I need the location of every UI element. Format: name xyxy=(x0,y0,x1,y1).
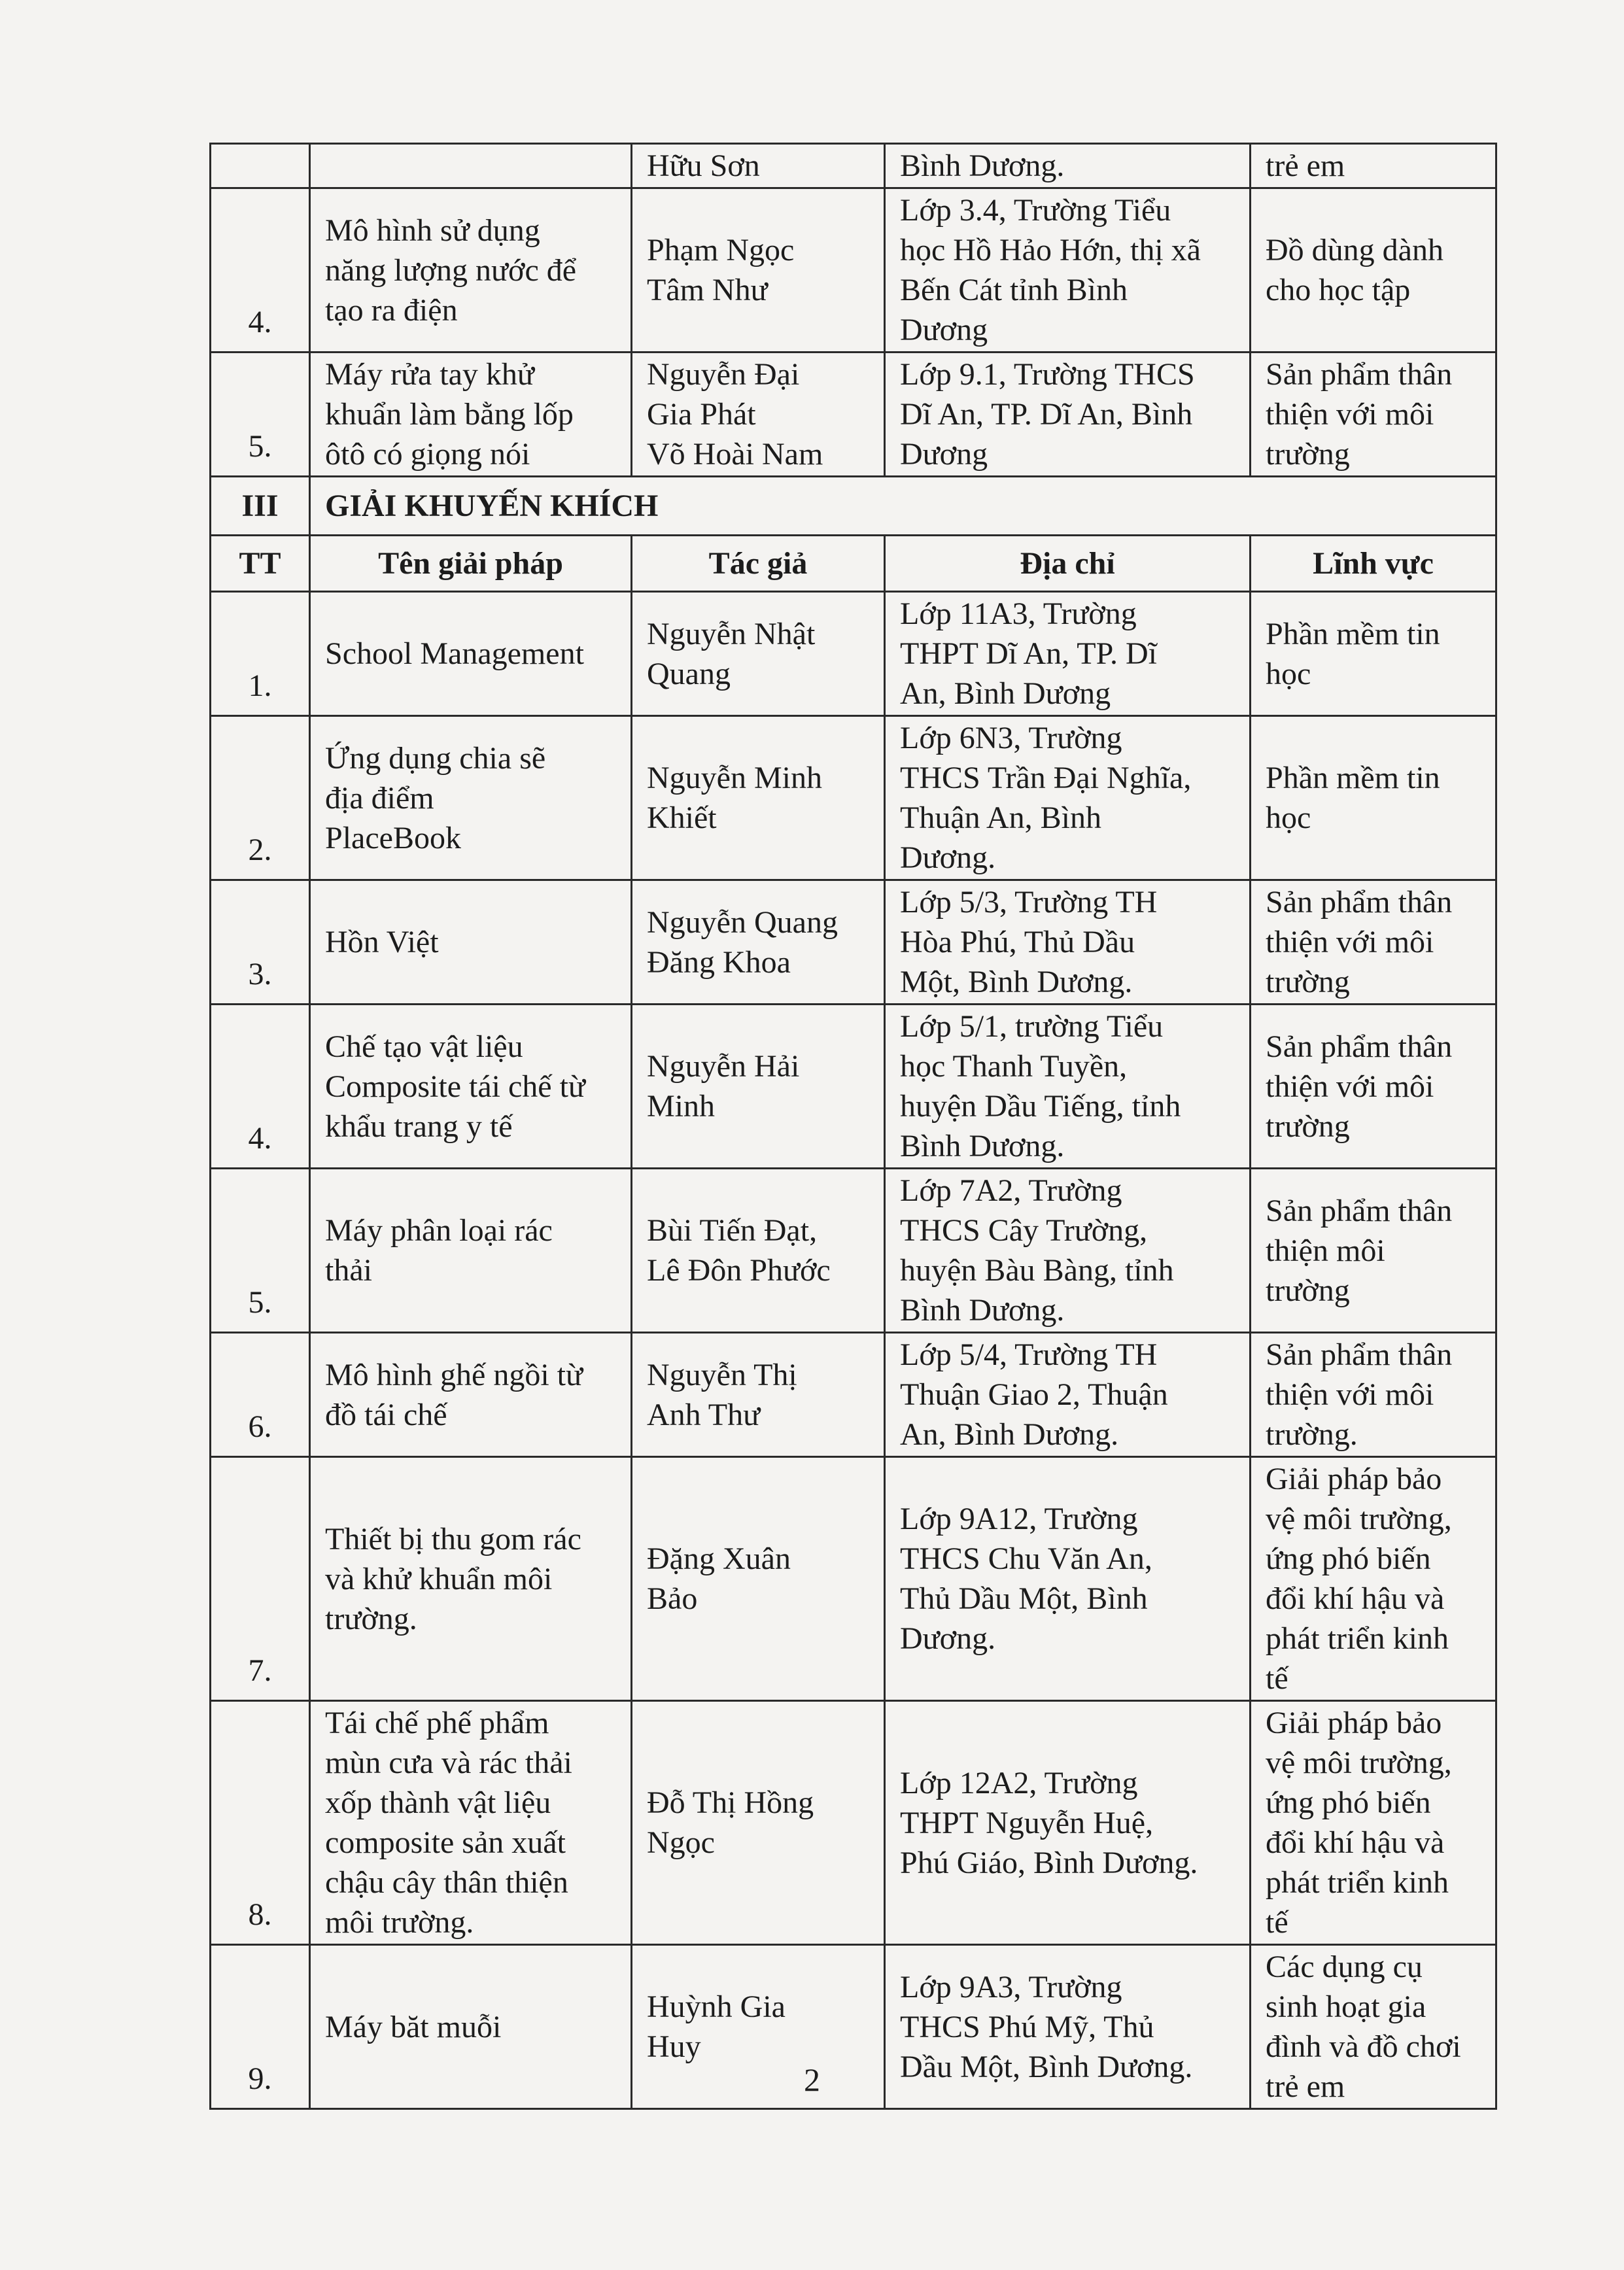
cell-line: An, Bình Dương. xyxy=(900,1417,1119,1452)
cell-line: Lớp 9A3, Trường xyxy=(900,1969,1122,2004)
section-title: GIẢI KHUYẾN KHÍCH xyxy=(310,477,1496,536)
cell-line: composite sản xuất xyxy=(325,1825,566,1860)
cell-line: Võ Hoài Nam xyxy=(647,437,823,472)
cell-line: Thuận An, Bình xyxy=(900,800,1101,835)
cell-line: Bến Cát tỉnh Bình xyxy=(900,273,1128,307)
cell-name xyxy=(310,716,632,880)
cell-line: Phần mềm tin xyxy=(1266,761,1440,795)
cell-line: Phạm Ngọc xyxy=(647,233,795,267)
cell-line: vệ môi trường, xyxy=(1266,1745,1452,1780)
cell-line: Lớp 5/4, Trường TH xyxy=(900,1337,1158,1372)
cell-line: khuẩn làm bằng lốp xyxy=(325,397,574,432)
cell-line: An, Bình Dương xyxy=(900,676,1111,711)
cell-line: Huy xyxy=(647,2029,701,2064)
cell-line: và khử khuẩn môi xyxy=(325,1561,553,1596)
table-row xyxy=(211,1005,1496,1169)
page-number: 2 xyxy=(804,2061,820,2098)
cell-line: Lớp 9A12, Trường xyxy=(900,1502,1138,1536)
cell-line: Khiết xyxy=(647,800,717,835)
cell-address xyxy=(885,716,1251,880)
continued-rows xyxy=(211,144,1496,477)
cell-author xyxy=(632,1169,885,1333)
cell-line: đồ tái chế xyxy=(325,1397,447,1432)
cell-name xyxy=(310,1169,632,1333)
cell-address xyxy=(885,1005,1251,1169)
cell-line: Lớp 5/3, Trường TH xyxy=(900,885,1158,920)
cell-line: THCS Chu Văn An, xyxy=(900,1541,1152,1576)
table-row xyxy=(211,592,1496,716)
cell-line: Sản phẩm thân xyxy=(1266,1029,1453,1064)
cell-line: năng lượng nước để xyxy=(325,252,577,288)
cell-field xyxy=(1251,1333,1496,1457)
cell-line: Lớp 5/1, trường Tiểu xyxy=(900,1009,1164,1044)
cell-line: địa điểm xyxy=(325,780,434,816)
cell-tt: 4. xyxy=(211,1005,310,1169)
cell-author xyxy=(632,1005,885,1169)
cell-address xyxy=(885,1169,1251,1333)
cell-line: phát triển kinh xyxy=(1266,1865,1449,1900)
header-name: Tên giải pháp xyxy=(310,536,632,592)
cell-line: Sản phẩm thân xyxy=(1266,1337,1453,1372)
cell-line: Đặng Xuân xyxy=(647,1541,791,1576)
cell-author xyxy=(632,592,885,716)
cell-name xyxy=(310,353,632,477)
header-field: Lĩnh vực xyxy=(1251,536,1496,592)
cell-tt: 9. xyxy=(211,1945,310,2109)
cell-field xyxy=(1251,716,1496,880)
cell-line: Lớp 12A2, Trường xyxy=(900,1765,1138,1800)
cell-line: Dầu Một, Bình Dương. xyxy=(900,2049,1193,2084)
cell-line: học xyxy=(1266,800,1311,835)
table-row xyxy=(211,716,1496,880)
cell-field xyxy=(1251,1457,1496,1701)
cell-line: Mô hình ghế ngồi từ xyxy=(325,1357,583,1392)
cell-name xyxy=(310,1457,632,1701)
cell-address xyxy=(885,144,1251,188)
cell-tt: 8. xyxy=(211,1701,310,1945)
cell-line: Bình Dương. xyxy=(900,1293,1065,1328)
cell-name xyxy=(310,592,632,716)
cell-line: học xyxy=(1266,656,1311,691)
cell-line: ứng phó biến xyxy=(1266,1785,1431,1820)
cell-line: vệ môi trường, xyxy=(1266,1502,1452,1536)
cell-line: trường xyxy=(1266,1273,1350,1308)
cell-line: chậu cây thân thiện xyxy=(325,1865,568,1900)
cell-line: trẻ em xyxy=(1266,148,1345,183)
cell-line: Mô hình sử dụng xyxy=(325,213,540,248)
header-address: Địa chỉ xyxy=(885,536,1251,592)
cell-line: Thiết bị thu gom rác xyxy=(325,1521,581,1556)
cell-line: Nguyễn Nhật xyxy=(647,616,816,651)
cell-name xyxy=(310,1701,632,1945)
cell-line: Huỳnh Gia xyxy=(647,1989,786,2024)
cell-field xyxy=(1251,188,1496,353)
cell-line: Nguyễn Quang xyxy=(647,904,838,940)
cell-tt: 4. xyxy=(211,188,310,353)
cell-line: THCS Cây Trường, xyxy=(900,1213,1148,1248)
cell-line: School Management xyxy=(325,636,584,671)
cell-line: PlaceBook xyxy=(325,820,461,855)
cell-author xyxy=(632,144,885,188)
cell-line: Lớp 11A3, Trường xyxy=(900,596,1137,631)
cell-line: Ứng dụng chia sẽ xyxy=(325,740,546,776)
cell-line: học Hồ Hảo Hớn, thị xã xyxy=(900,233,1201,267)
cell-line: Gia Phát xyxy=(647,397,756,432)
table-row xyxy=(211,1701,1496,1945)
cell-line: Sản phẩm thân xyxy=(1266,1193,1453,1228)
cell-line: Anh Thư xyxy=(647,1397,761,1432)
cell-name xyxy=(310,1333,632,1457)
cell-address xyxy=(885,1457,1251,1701)
cell-field xyxy=(1251,144,1496,188)
cell-line: Dĩ An, TP. Dĩ An, Bình xyxy=(900,397,1193,432)
cell-line: Minh xyxy=(647,1089,716,1124)
cell-line: Dương. xyxy=(900,840,996,875)
cell-name xyxy=(310,188,632,353)
cell-line: Dương xyxy=(900,313,988,347)
cell-address xyxy=(885,1701,1251,1945)
cell-line: đình và đồ chơi xyxy=(1266,2029,1461,2064)
cell-tt: 2. xyxy=(211,716,310,880)
cell-line: Một, Bình Dương. xyxy=(900,965,1133,999)
cell-line: Nguyễn Đại xyxy=(647,357,800,392)
table-header-row xyxy=(211,536,1496,592)
cell-line: thiện với môi xyxy=(1266,925,1434,959)
cell-field xyxy=(1251,353,1496,477)
cell-field xyxy=(1251,1169,1496,1333)
cell-line: trẻ em xyxy=(1266,2069,1345,2104)
cell-line: sinh hoạt gia xyxy=(1266,1989,1426,2024)
cell-name xyxy=(310,1005,632,1169)
cell-author xyxy=(632,353,885,477)
cell-line: Các dụng cụ xyxy=(1266,1950,1423,1984)
cell-line: Dương xyxy=(900,437,988,472)
cell-line: Chế tạo vật liệu xyxy=(325,1029,523,1064)
cell-line: Đăng Khoa xyxy=(647,944,791,980)
cell-line: thiện với môi xyxy=(1266,1377,1434,1412)
cell-line: phát triển kinh xyxy=(1266,1621,1449,1656)
cell-line: Sản phẩm thân xyxy=(1266,885,1453,920)
cell-line: trường. xyxy=(325,1601,417,1636)
cell-tt: 5. xyxy=(211,353,310,477)
cell-line: thiện môi xyxy=(1266,1233,1385,1268)
cell-author xyxy=(632,1333,885,1457)
table-row xyxy=(211,1457,1496,1701)
cell-address xyxy=(885,880,1251,1005)
cell-line: huyện Bàu Bàng, tỉnh xyxy=(900,1253,1174,1288)
cell-line: Sản phẩm thân xyxy=(1266,357,1453,392)
cell-line: Thuận Giao 2, Thuận xyxy=(900,1377,1168,1412)
cell-name xyxy=(310,880,632,1005)
cell-line: Hồn Việt xyxy=(325,925,439,959)
cell-line: Giải pháp bảo xyxy=(1266,1462,1442,1496)
cell-author xyxy=(632,1457,885,1701)
cell-line: học Thanh Tuyền, xyxy=(900,1049,1128,1084)
cell-line: Tâm Như xyxy=(647,273,768,307)
cell-line: trường xyxy=(1266,965,1350,999)
cell-line: tế xyxy=(1266,1905,1288,1940)
cell-line: Máy rửa tay khử xyxy=(325,357,534,392)
cell-line: Phú Giáo, Bình Dương. xyxy=(900,1845,1198,1880)
table-row xyxy=(211,1169,1496,1333)
cell-line: Máy băt muỗi xyxy=(325,2009,502,2044)
cell-line: cho học tập xyxy=(1266,273,1411,307)
cell-line: Lê Đôn Phước xyxy=(647,1253,831,1288)
cell-line: Đỗ Thị Hồng xyxy=(647,1785,814,1820)
cell-address xyxy=(885,1333,1251,1457)
cell-line: Lớp 6N3, Trường xyxy=(900,721,1122,755)
cell-line: THPT Dĩ An, TP. Dĩ xyxy=(900,636,1157,671)
cell-address xyxy=(885,353,1251,477)
cell-tt: 1. xyxy=(211,592,310,716)
cell-line: THCS Trần Đại Nghĩa, xyxy=(900,761,1192,795)
cell-line: trường xyxy=(1266,437,1350,472)
cell-line: Bình Dương. xyxy=(900,148,1065,183)
cell-line: ứng phó biến xyxy=(1266,1541,1431,1576)
cell-line: mùn cưa và rác thải xyxy=(325,1745,572,1780)
section-row xyxy=(211,477,1496,536)
cell-line: huyện Dầu Tiếng, tỉnh xyxy=(900,1089,1181,1124)
cell-field xyxy=(1251,1005,1496,1169)
cell-field xyxy=(1251,880,1496,1005)
cell-line: Nguyễn Hải xyxy=(647,1049,800,1084)
cell-line: trường xyxy=(1266,1109,1350,1144)
section-number: III xyxy=(211,477,310,536)
table-row xyxy=(211,880,1496,1005)
cell-line: Hữu Sơn xyxy=(647,148,760,183)
awards-table xyxy=(209,143,1497,2110)
cell-address xyxy=(885,592,1251,716)
cell-line: Nguyễn Minh xyxy=(647,761,822,795)
cell-line: thiện với môi xyxy=(1266,397,1434,432)
cell-author xyxy=(632,188,885,353)
cell-line: trường. xyxy=(1266,1417,1358,1452)
cell-line: đổi khí hậu và xyxy=(1266,1581,1445,1616)
cell-author xyxy=(632,1701,885,1945)
cell-line: Quang xyxy=(647,656,731,691)
cell-line: ôtô có giọng nói xyxy=(325,437,530,472)
cell-line: Máy phân loại rác xyxy=(325,1213,553,1248)
cell-line: Lớp 9.1, Trường THCS xyxy=(900,357,1195,392)
cell-line: Đồ dùng dành xyxy=(1266,233,1443,267)
cell-line: khẩu trang y tế xyxy=(325,1109,513,1144)
cell-line: thiện với môi xyxy=(1266,1069,1434,1104)
cell-author xyxy=(632,716,885,880)
cell-tt: 7. xyxy=(211,1457,310,1701)
cell-line: Phần mềm tin xyxy=(1266,616,1440,651)
cell-line: Ngọc xyxy=(647,1825,715,1860)
cell-line: tế xyxy=(1266,1661,1288,1696)
cell-line: Tái chế phế phẩm xyxy=(325,1706,549,1740)
table-row xyxy=(211,188,1496,353)
cell-line: Bùi Tiến Đạt, xyxy=(647,1213,818,1248)
cell-field xyxy=(1251,1701,1496,1945)
cell-tt: 3. xyxy=(211,880,310,1005)
cell-author xyxy=(632,880,885,1005)
cell-line: Giải pháp bảo xyxy=(1266,1706,1442,1740)
cell-line: môi trường. xyxy=(325,1905,474,1940)
table-row xyxy=(211,353,1496,477)
cell-line: Bảo xyxy=(647,1581,698,1616)
cell-line: Bình Dương. xyxy=(900,1129,1065,1163)
cell-line: tạo ra điện xyxy=(325,292,458,328)
cell-name xyxy=(310,144,632,188)
cell-line: Thủ Dầu Một, Bình xyxy=(900,1581,1148,1616)
cell-tt xyxy=(211,144,310,188)
cell-line: Lớp 3.4, Trường Tiểu xyxy=(900,193,1171,228)
cell-line: Hòa Phú, Thủ Dầu xyxy=(900,925,1135,959)
cell-line: Dương. xyxy=(900,1621,996,1656)
header-tt: TT xyxy=(211,536,310,592)
cell-line: Composite tái chế từ xyxy=(325,1069,585,1104)
cell-line: thải xyxy=(325,1253,372,1288)
award-rows xyxy=(211,592,1496,2109)
cell-line: THCS Phú Mỹ, Thủ xyxy=(900,2009,1154,2044)
cell-line: THPT Nguyễn Huệ, xyxy=(900,1805,1154,1840)
cell-tt: 6. xyxy=(211,1333,310,1457)
cell-address xyxy=(885,188,1251,353)
cell-line: Nguyễn Thị xyxy=(647,1357,797,1392)
cell-line: xốp thành vật liệu xyxy=(325,1785,551,1820)
cell-tt: 5. xyxy=(211,1169,310,1333)
cell-field xyxy=(1251,592,1496,716)
cell-line: Lớp 7A2, Trường xyxy=(900,1173,1122,1208)
header-author: Tác giả xyxy=(632,536,885,592)
table-row xyxy=(211,144,1496,188)
table-row xyxy=(211,1333,1496,1457)
cell-line: đổi khí hậu và xyxy=(1266,1825,1445,1860)
